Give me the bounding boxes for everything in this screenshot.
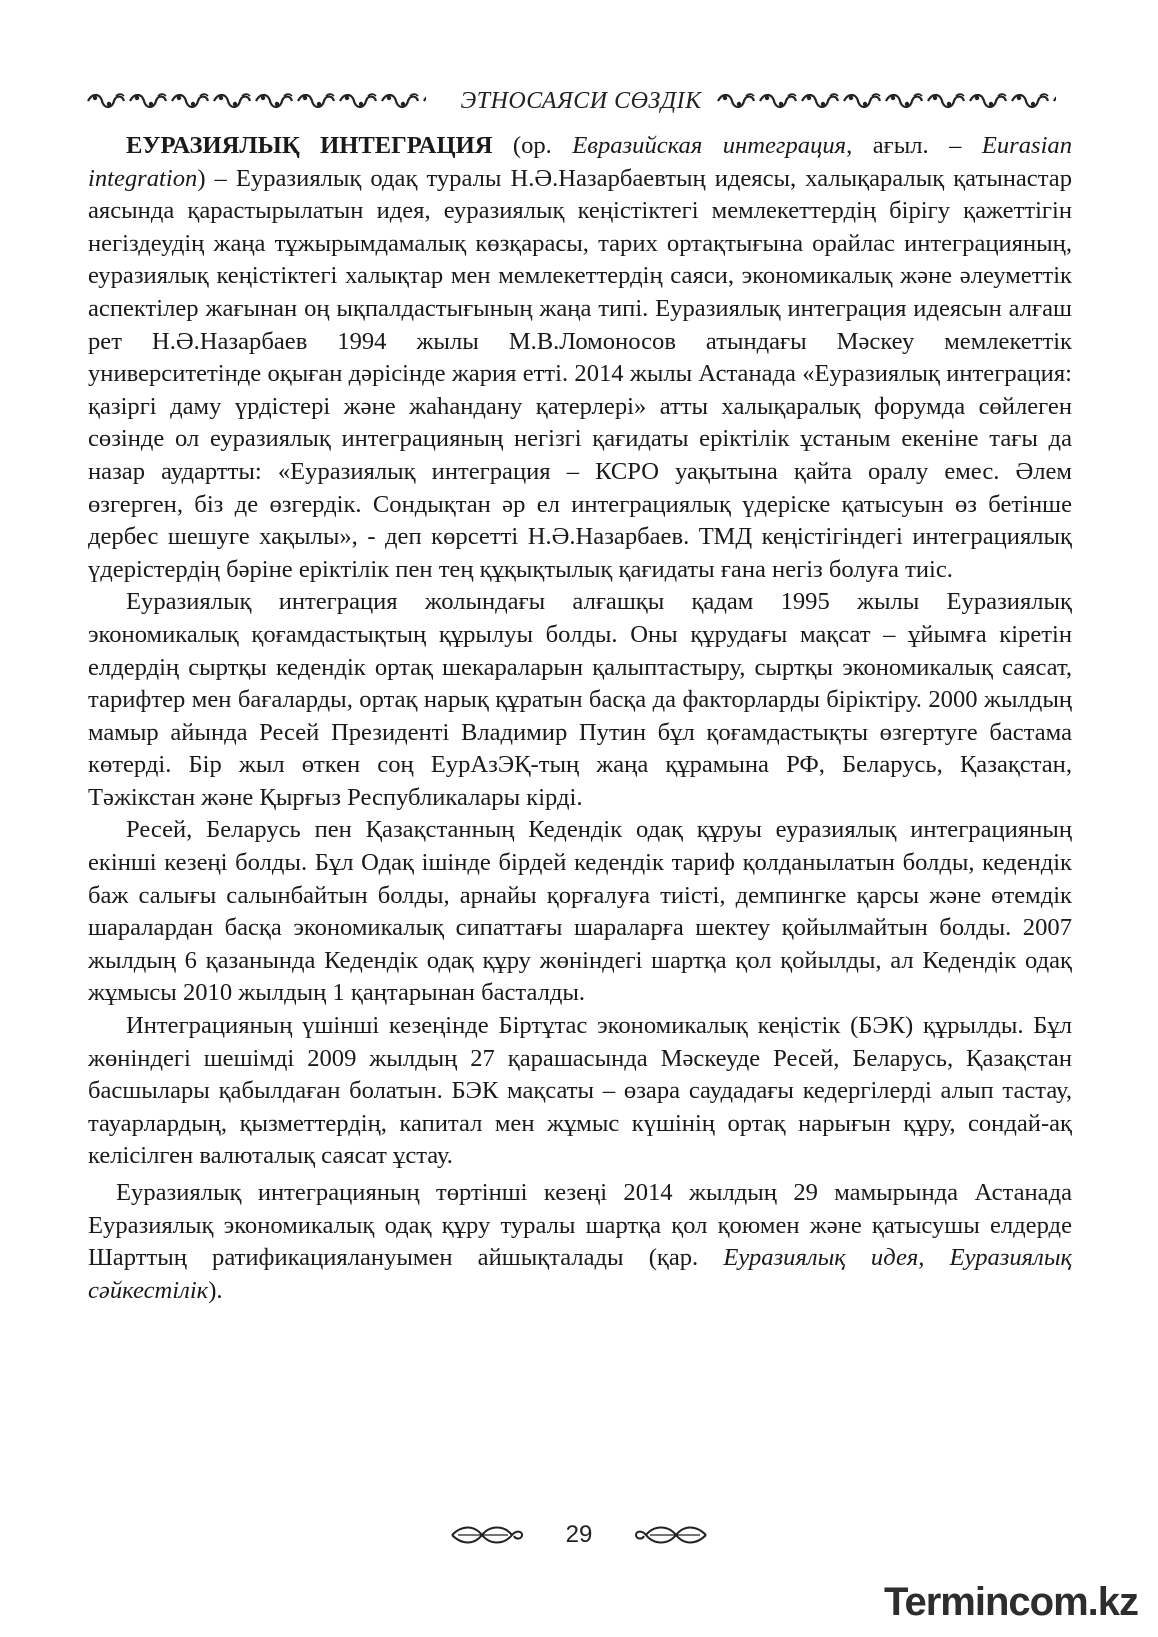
paragraph-1: [88, 130, 1072, 586]
p1-part-b: , ағыл. –: [846, 132, 982, 159]
p1-part-a: (ор.: [492, 132, 573, 159]
header-ornament-left: [86, 90, 447, 112]
page-number: 29: [565, 1521, 593, 1548]
article-body: [88, 130, 1072, 1307]
header-ornament-right: [716, 90, 1077, 112]
page-footer: [0, 1520, 1158, 1550]
paragraph-3: Ресей, Беларусь пен Қазақстанның Кедендік одақ құруы еуразиялық интеграцияның екінші кезеңі болды. Бұл Одақ ішінде бірдей кедендік тариф қолданылатын болды, кедендік баж салығы салынбайтын болды, арнайы қорғалуға тиісті, демпингке қарсы және өтемдік шаралардан басқа экономикалық сипаттағы шараларға шектеу қойылмайтын болды. 2007 жылдың 6 қазанында Кедендік одақ құру жөніндегі шартқа қол қойылды, ал Кедендік одақ жұмысы 2010 жылдың 1 қаңтарынан басталды.: [88, 816, 1072, 1007]
cross-reference: Еуразиялық идея, Еуразиялық сәйкестілік: [88, 1244, 1073, 1304]
p5-part-a: Еуразиялық интеграцияның төртінші кезеңі 2014 жылдың 29 мамырында Астанада Еуразиялық экономикалық одақ құру туралы шартқа қол қоюмен және қатысушы елдерде Шарттың ратификациялануымен айшықталады (қар.: [88, 1179, 1072, 1272]
watermark-text: Termincom.kz: [884, 1580, 1138, 1624]
page-header: [86, 86, 1076, 116]
paragraph-5: [88, 1177, 1072, 1307]
swirl-ornament-left-icon: [448, 1523, 526, 1547]
p1-part-c: ) – Еуразиялық одақ туралы Н.Ә.Назарбаевтың идеясы, халықаралық қатынастар аясында қарастырылатын идея, еуразиялық кеңістіктегі мемлекеттердің бірігу қажеттігін негіздеудің жаңа тұжырымдамалық көзқарасы, тарих ортақтығына орайлас интеграцияның, еуразиялық кеңістіктегі халықтар мен мемлекеттердің саяси, экономикалық және әлеуметтік аспектілер жағынан оң ықпалдастығының жаңа типі. Еуразиялық интеграция идеясын алғаш рет Н.Ә.Назарбаев 1994 жылы М.В.Ломоносов атындағы Мәскеу мемлекеттік университетінде оқыған дәрісінде жария етті. 2014 жылы Астанада «Еуразиялық интеграция: қазіргі даму үрдістері және жаһандану қатерлері» атты халықаралық форумда сөйлеген сөзінде ол еуразиялық интеграцияның негізгі қағидаты еріктілік ұстаным екеніне тағы да назар аудартты: «Еуразиялық интеграция – КСРО уақытына қайта оралу емес. Әлем өзгерген, біз де өзгердік. Сондықтан әр ел интеграциялық үдеріске қатысуын өз бетінше дербес шешуге хақылы», - деп көрсетті Н.Ә.Назарбаев. ТМД кеңістігіндегі интеграциялық үдерістердің бәріне еріктілік пен тең құқықтылық қағидаты ғана негіз болуға тиіс.: [88, 164, 1072, 583]
english-term: Eurasian integration: [88, 132, 1072, 192]
swirl-ornament-right-icon: [632, 1523, 710, 1547]
header-title: ЭТНОСАЯСИ СӨЗДІК: [460, 87, 702, 114]
article-term: ЕУРАЗИЯЛЫҚ ИНТЕГРАЦИЯ: [126, 132, 493, 159]
paragraph-2: Еуразиялық интеграция жолындағы алғашқы қадам 1995 жылы Еуразиялық экономикалық қоғамдастықтың құрылуы болды. Оны құрудағы мақсат – ұйымға кіретін елдердің сыртқы кедендік ортақ шекараларын қалыптастыру, сыртқы экономикалық саясат, тарифтер мен бағаларды, ортақ нарық құратын басқа да факторларды біріктіру. 2000 жылдың мамыр айында Ресей Президенті Владимир Путин бұл қоғамдастықты өзгертуге бастама көтерді. Бір жыл өткен соң ЕурАзЭҚ-тың жаңа құрамына РФ, Беларусь, Қазақстан, Тәжікстан және Қырғыз Республикалары кірді.: [88, 588, 1072, 811]
paragraph-4: Интеграцияның үшінші кезеңінде Біртұтас экономикалық кеңістік (БЭК) құрылды. Бұл жөніндегі шешімді 2009 жылдың 27 қарашасында Мәскеуде Ресей, Беларусь, Қазақстан басшылары қабылдаған болатын. БЭК мақсаты – өзара саудадағы кедергілерді алып тастау, тауарлардың, қызметтердің, капитал мен жұмыс күшінің ортақ нарығын құру, сондай-ақ келісілген валюталық саясат ұстау.: [88, 1012, 1072, 1170]
russian-term: Евразийская интеграция: [572, 132, 847, 159]
p5-part-b: ).: [208, 1276, 223, 1304]
watermark-logo: [884, 1580, 1138, 1625]
